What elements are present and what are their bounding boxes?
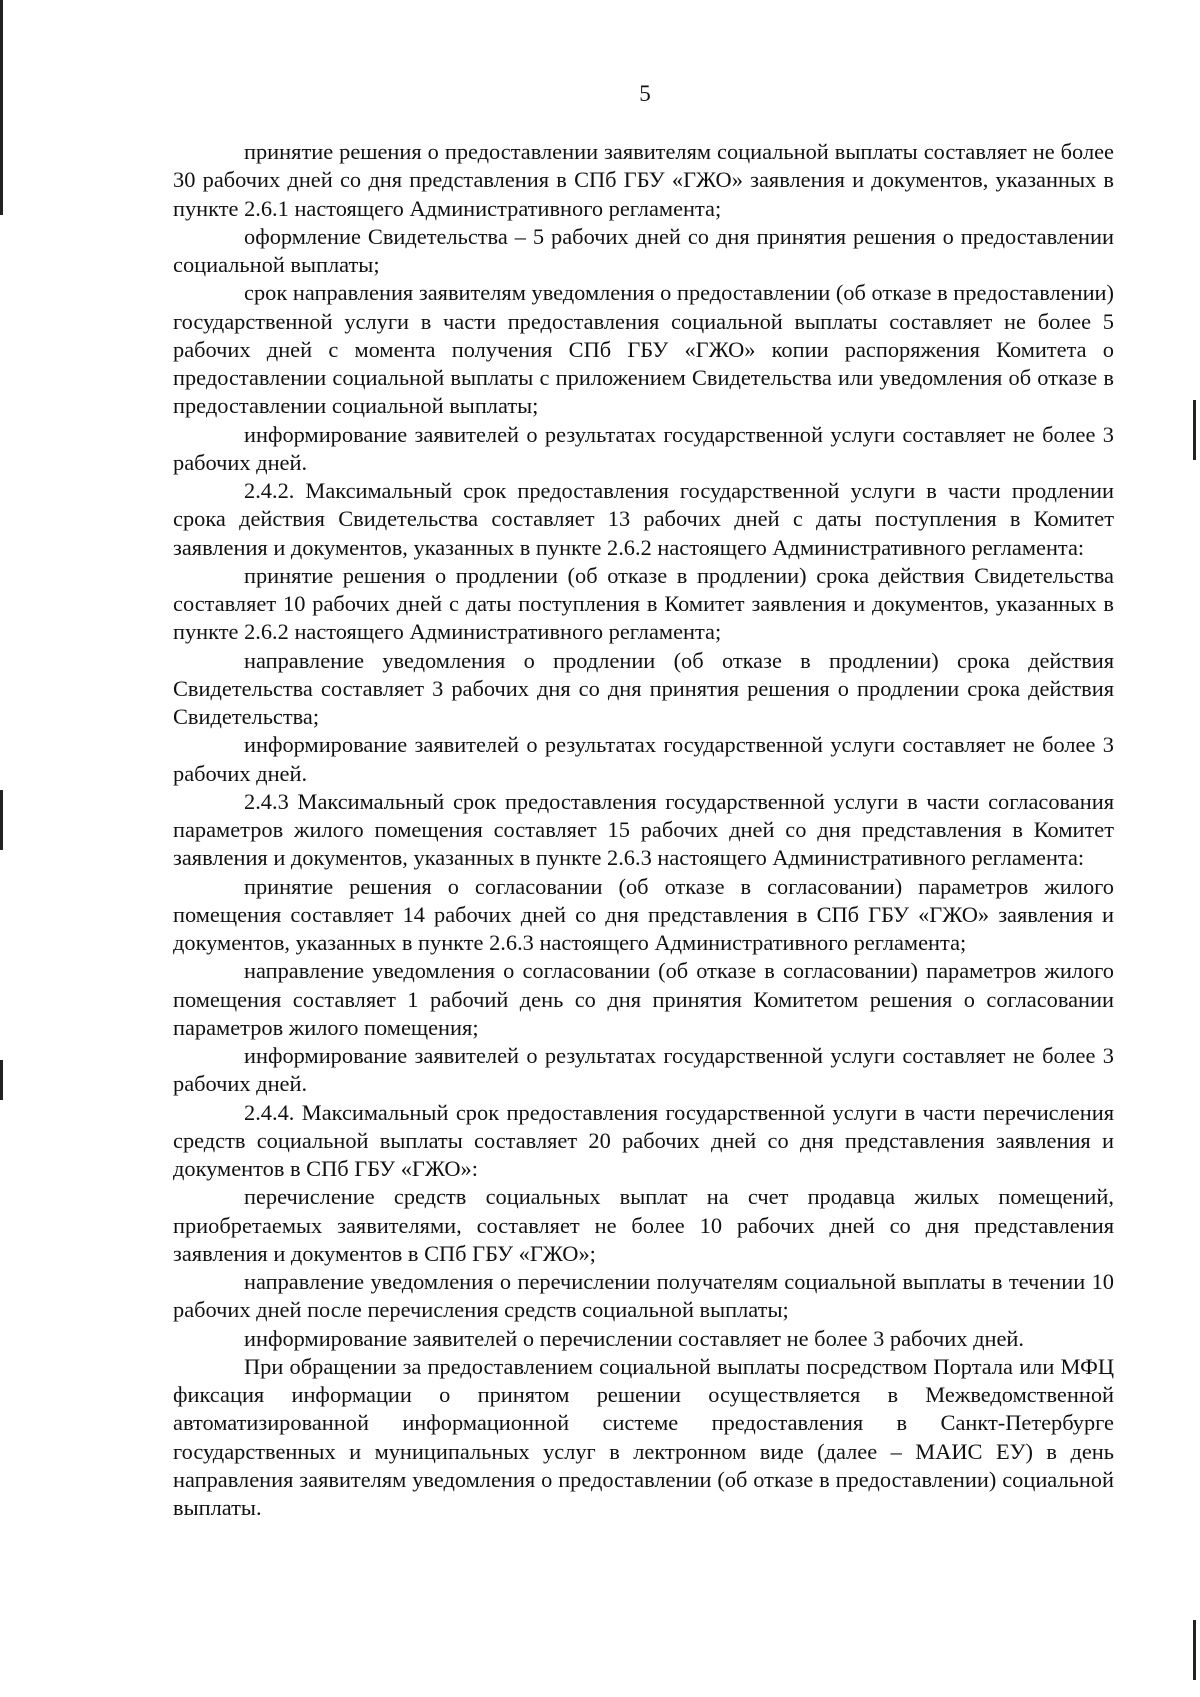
paragraph: принятие решения о согласовании (об отказе в согласовании) параметров жилого помещения составляет 14 рабочих дней со дня представления в СПб ГБУ «ГЖО» заявления и документов, указанных в пункте 2.6.3 настоящего Административного регламента; [173,873,1114,955]
scan-edge-mark [0,790,3,850]
paragraph: направление уведомления о согласовании (об отказе в согласовании) параметров жилого помещения составляет 1 рабочий день со дня принятия Комитетом решения о согласовании параметров жилого помещения; [173,958,1114,1040]
paragraph: направление уведомления о продлении (об отказе в продлении) срока действия Свидетельства составляет 3 рабочих дня со дня принятия решения о продлении срока действия Свидетельства; [173,647,1114,729]
scan-edge-mark [0,1060,3,1100]
paragraph: информирование заявителей о результатах государственной услуги составляет не более 3 рабочих дней. [173,732,1114,786]
paragraph: 2.4.2. Максимальный срок предоставления государственной услуги в части продлении срока действия Свидетельства составляет 13 рабочих дней с даты поступления в Комитет заявления и документов, указанных в пункте 2.6.2 настоящего Административного регламента: [173,478,1114,560]
paragraph: информирование заявителей о результатах государственной услуги составляет не более 3 рабочих дней. [173,421,1114,475]
paragraph: При обращении за предоставлением социальной выплаты посредством Портала или МФЦ фиксация информации о принятом решении осуществляется в Межведомственной автоматизированной информационной системе предоставления в Санкт-Петербурге государственных и муниципальных услуг в лектронном виде (далее – МАИС ЕУ) в день направления заявителям уведомления о предоставлении (об отказе в предоставлении) социальной выплаты. [173,1353,1114,1520]
paragraph: информирование заявителей о результатах государственной услуги составляет не более 3 рабочих дней. [173,1043,1114,1097]
page-number: 5 [639,81,651,106]
paragraph: направление уведомления о перечислении получателям социальной выплаты в течении 10 рабочих дней после перечисления средств социальной выплаты; [173,1269,1114,1323]
paragraph: принятие решения о продлении (об отказе в продлении) срока действия Свидетельства составляет 10 рабочих дней с даты поступления в Комитет заявления и документов, указанных в пункте 2.6.2 настоящего Административного регламента; [173,562,1114,645]
paragraph: срок направления заявителям уведомления о предоставлении (об отказе в предоставлении) государственной услуги в части предоставления социальной выплаты составляет не более 5 рабочих дней с момента получения СПб ГБУ «ГЖО» копии распоряжения Комитета о предоставлении социальной выплаты с приложением Свидетельства или уведомления об отказе в предоставлении социальной выплаты; [173,280,1114,419]
paragraph: 2.4.3 Максимальный срок предоставления государственной услуги в части согласования параметров жилого помещения составляет 15 рабочих дней со дня представления в Комитет заявления и документов, указанных в пункте 2.6.3 настоящего Административного регламента: [173,788,1114,871]
paragraph: перечисление средств социальных выплат на счет продавца жилых помещений, приобретаемых заявителями, составляет не более 10 рабочих дней со дня представления заявления и документов в СПб ГБУ «ГЖО»; [173,1184,1114,1266]
paragraph: информирование заявителей о перечислении составляет не более 3 рабочих дней. [244,1325,1024,1351]
paragraph: оформление Свидетельства – 5 рабочих дней со дня принятия решения о предоставлении социальной выплаты; [173,223,1114,277]
scan-edge-mark [1193,400,1196,460]
paragraph: принятие решения о предоставлении заявителям социальной выплаты составляет не более 30 рабочих дней со дня представления в СПб ГБУ «ГЖО» заявления и документов, указанных в пункте 2.6.1 настоящего Административного регламента; [173,139,1114,221]
paragraph: 2.4.4. Максимальный срок предоставления государственной услуги в части перечисления средств социальной выплаты составляет 20 рабочих дней со дня представления заявления и документов в СПб ГБУ «ГЖО»: [173,1099,1114,1181]
scan-edge-mark [1193,1620,1196,1680]
document-body [173,138,1114,1522]
